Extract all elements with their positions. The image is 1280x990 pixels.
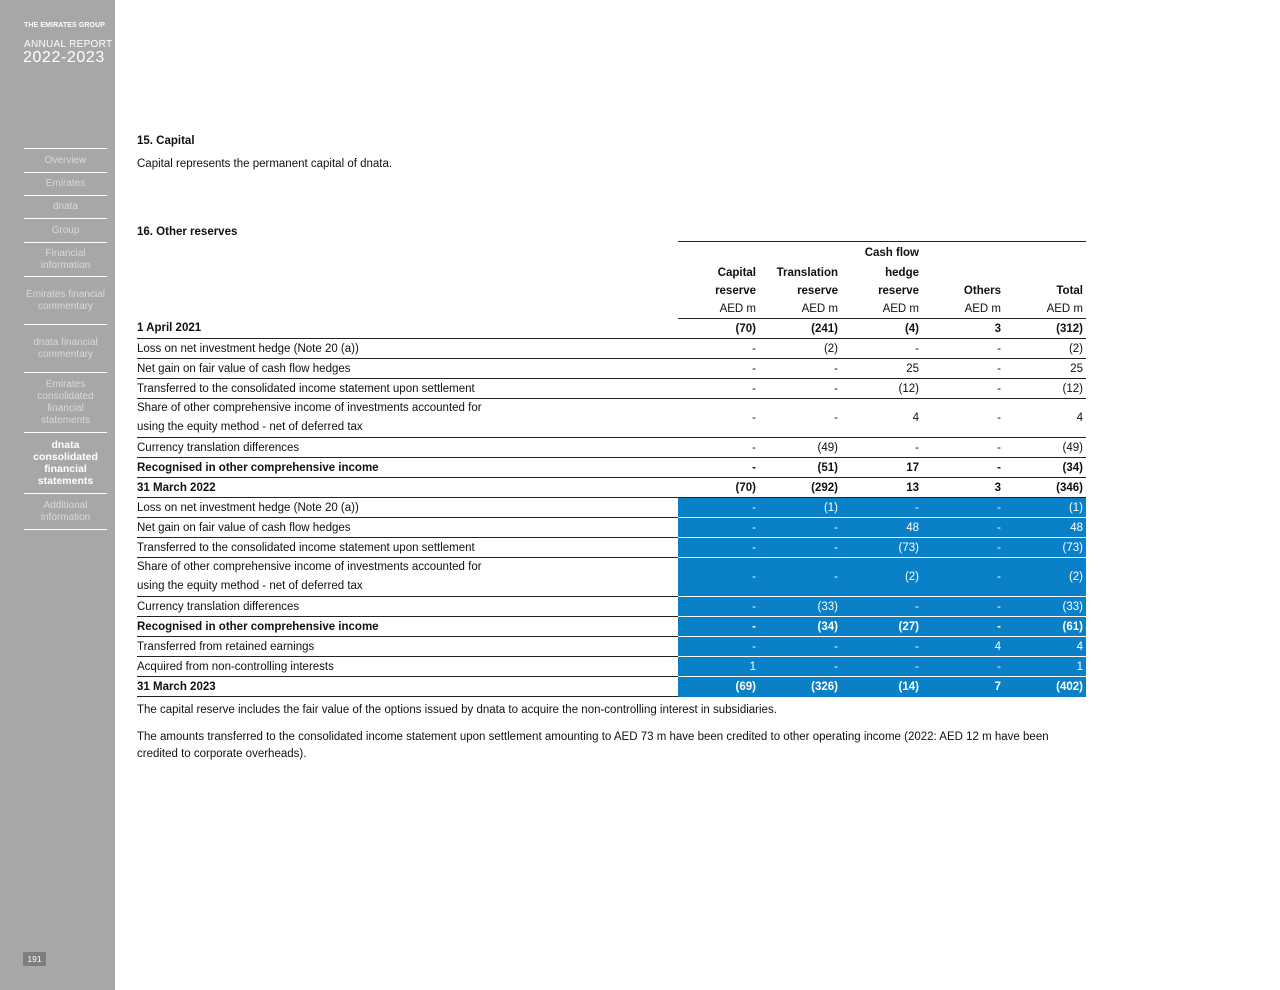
column-header [1004, 264, 1086, 282]
cell-value: (34) [1004, 458, 1086, 478]
nav-label: Group [51, 224, 80, 236]
cell-value: (33) [1004, 597, 1086, 617]
cell-value: (73) [841, 538, 922, 558]
cell-value: - [678, 597, 759, 617]
nav-label: dnata consolidated financial statements [33, 439, 98, 487]
cell-value: (12) [1004, 379, 1086, 399]
cell-value: (51) [759, 458, 841, 478]
cell-value: - [841, 657, 922, 677]
cell-value: (12) [841, 379, 922, 399]
table-row [137, 319, 1086, 339]
nav-label: Financial information [40, 247, 91, 271]
nav-label: Overview [44, 154, 87, 166]
cell-value: (4) [841, 319, 922, 339]
cell-value: - [678, 617, 759, 637]
nav-item-dnata-financial-commentary[interactable] [24, 324, 107, 372]
cell-value: (1) [759, 498, 841, 518]
cell-value: (49) [1004, 438, 1086, 458]
row-label: Recognised in other comprehensive income [137, 458, 678, 478]
cell-value: - [678, 379, 759, 399]
unit-label: AED m [922, 300, 1004, 319]
nav-label: dnata [52, 201, 79, 212]
row-label-line: using the equity method - net of deferred tax [137, 421, 363, 433]
table-row [137, 597, 1086, 617]
row-label: Currency translation differences [137, 597, 678, 617]
cell-value: - [922, 458, 1004, 478]
nav-label: Emirates financial commentary [26, 288, 105, 312]
cell-value: - [759, 538, 841, 558]
nav-item-dnata-consolidated-statements[interactable] [24, 432, 107, 493]
cell-value: - [678, 399, 759, 438]
nav-divider [24, 529, 107, 530]
row-label: Transferred to the consolidated income statement upon settlement [137, 538, 678, 558]
cell-value: 4 [922, 637, 1004, 657]
row-label [137, 558, 678, 597]
cell-value: - [922, 538, 1004, 558]
unit-label: AED m [759, 300, 841, 319]
column-header [678, 242, 759, 264]
header-row [137, 264, 1086, 282]
cell-value: - [841, 637, 922, 657]
row-label: Loss on net investment hedge (Note 20 (a)) [137, 339, 678, 359]
cell-value: - [922, 597, 1004, 617]
page-number: 191 [23, 952, 46, 966]
table-row [137, 438, 1086, 458]
header-blank [137, 242, 678, 264]
section-15-text: Capital represents the permanent capital of dnata. [137, 158, 393, 170]
column-header: Others [963, 284, 1001, 297]
cell-value: (326) [759, 677, 841, 697]
cell-value: (33) [759, 597, 841, 617]
cell-value: - [841, 498, 922, 518]
cell-value: - [922, 359, 1004, 379]
sidebar [0, 0, 115, 990]
row-label: 1 April 2021 [137, 319, 678, 339]
cell-value: - [678, 637, 759, 657]
nav-item-financial-information[interactable] [24, 242, 107, 276]
cell-value: - [922, 518, 1004, 538]
table-row [137, 617, 1086, 637]
cell-value: - [678, 538, 759, 558]
header-blank [137, 282, 678, 300]
cell-value: (292) [759, 478, 841, 498]
row-label: Transferred from retained earnings [137, 637, 678, 657]
cell-value: (34) [759, 617, 841, 637]
units-row [137, 300, 1086, 319]
cell-value: (312) [1004, 319, 1086, 339]
cell-value: 25 [841, 359, 922, 379]
cell-value: 13 [841, 478, 922, 498]
cell-value: (346) [1004, 478, 1086, 498]
cell-value: - [678, 359, 759, 379]
column-header [922, 264, 1004, 282]
cell-value: - [759, 558, 841, 597]
table-row [137, 677, 1086, 697]
cell-value: - [759, 518, 841, 538]
cell-value: - [678, 458, 759, 478]
cell-value: - [759, 657, 841, 677]
cell-value: - [922, 438, 1004, 458]
row-label: 31 March 2023 [137, 677, 678, 697]
cell-value: (70) [678, 478, 759, 498]
note-transfers: The amounts transferred to the consolidated income statement upon settlement amounting to AED 73 m have been credited to other operating income (2022: AED 12 m have been credited to corporate overheads). [137, 731, 1049, 760]
sidebar-nav [24, 148, 107, 530]
nav-label: dnata financial commentary [33, 336, 98, 360]
cell-value: - [759, 379, 841, 399]
cell-value: 1 [1004, 657, 1086, 677]
column-header: Translation [776, 266, 838, 279]
cell-value: (2) [759, 339, 841, 359]
cell-value: - [759, 637, 841, 657]
table-row [137, 399, 1086, 438]
section-16-title: 16. Other reserves [137, 226, 238, 238]
table-row [137, 637, 1086, 657]
cell-value: 3 [922, 319, 1004, 339]
report-label: ANNUAL REPORT [24, 39, 113, 50]
note-capital-reserve: The capital reserve includes the fair value of the options issued by dnata to acquire the non-controlling interest in subsidiaries. [137, 704, 777, 716]
nav-item-dnata[interactable] [24, 195, 107, 218]
other-reserves-table [137, 241, 1086, 697]
cell-value: (73) [1004, 538, 1086, 558]
nav-item-emirates[interactable] [24, 172, 107, 195]
table-row [137, 518, 1086, 538]
cell-value: 3 [922, 478, 1004, 498]
cell-value: (27) [841, 617, 922, 637]
row-label-line: using the equity method - net of deferred tax [137, 580, 363, 592]
nav-label: Emirates consolidated financial statements [37, 378, 94, 426]
row-label: Recognised in other comprehensive income [137, 617, 678, 637]
header-blank [137, 264, 678, 282]
nav-item-emirates-financial-commentary[interactable] [24, 276, 107, 324]
row-label-line: Share of other comprehensive income of investments accounted for [137, 561, 482, 573]
nav-item-emirates-consolidated-statements[interactable] [24, 372, 107, 432]
cell-value: - [678, 498, 759, 518]
cell-value: 25 [1004, 359, 1086, 379]
cell-value: - [678, 438, 759, 458]
cell-value: - [922, 617, 1004, 637]
cell-value: - [678, 518, 759, 538]
cell-value: - [922, 657, 1004, 677]
row-label [137, 399, 678, 438]
cell-value: (2) [1004, 339, 1086, 359]
cell-value: (2) [1004, 558, 1086, 597]
cell-value: 48 [841, 518, 922, 538]
table-row [137, 478, 1086, 498]
row-label-line: Share of other comprehensive income of investments accounted for [137, 402, 482, 414]
column-header [759, 242, 841, 264]
cell-value: 4 [1004, 399, 1086, 438]
table-row [137, 498, 1086, 518]
cell-value: - [922, 558, 1004, 597]
column-header: Capital [717, 266, 756, 279]
table-row [137, 558, 1086, 597]
column-header: hedge [885, 266, 919, 279]
header-blank [137, 300, 678, 319]
nav-label: Additional information [40, 499, 91, 523]
cell-value: 7 [922, 677, 1004, 697]
row-label: Net gain on fair value of cash flow hedges [137, 518, 678, 538]
row-label: Loss on net investment hedge (Note 20 (a)) [137, 498, 678, 518]
cell-value: - [841, 597, 922, 617]
column-header: Cash flow [841, 242, 922, 264]
cell-value: (69) [678, 677, 759, 697]
cell-value: 4 [841, 399, 922, 438]
cell-value: - [922, 379, 1004, 399]
cell-value: - [841, 438, 922, 458]
column-header: reserve [878, 284, 919, 297]
cell-value: - [678, 339, 759, 359]
row-label: Acquired from non-controlling interests [137, 657, 678, 677]
nav-item-group[interactable] [24, 218, 107, 242]
table-row [137, 657, 1086, 677]
unit-label: AED m [678, 300, 759, 319]
cell-value: (14) [841, 677, 922, 697]
cell-value: - [841, 339, 922, 359]
report-years: 2022-2023 [23, 49, 105, 66]
cell-value: (2) [841, 558, 922, 597]
unit-label: AED m [841, 300, 922, 319]
column-header: reserve [797, 284, 838, 297]
cell-value: - [922, 399, 1004, 438]
cell-value: (241) [759, 319, 841, 339]
cell-value: - [922, 498, 1004, 518]
nav-label: Emirates [45, 178, 86, 189]
header-row [137, 282, 1086, 300]
cell-value: - [922, 339, 1004, 359]
nav-item-overview[interactable] [24, 148, 107, 172]
table-row [137, 339, 1086, 359]
cell-value: 48 [1004, 518, 1086, 538]
table-row [137, 458, 1086, 478]
cell-value: (402) [1004, 677, 1086, 697]
column-header [922, 242, 1004, 264]
cell-value: - [759, 399, 841, 438]
row-label: Currency translation differences [137, 438, 678, 458]
cell-value: (1) [1004, 498, 1086, 518]
table-row [137, 359, 1086, 379]
column-header: reserve [715, 284, 756, 297]
nav-item-additional-information[interactable] [24, 493, 107, 529]
row-label: 31 March 2022 [137, 478, 678, 498]
cell-value: - [678, 558, 759, 597]
brand-name: THE EMIRATES GROUP [24, 22, 106, 29]
column-header: Total [1056, 284, 1083, 297]
table-row [137, 379, 1086, 399]
column-header [1004, 242, 1086, 264]
cell-value: (61) [1004, 617, 1086, 637]
section-15-title: 15. Capital [137, 135, 195, 147]
cell-value: 4 [1004, 637, 1086, 657]
cell-value: - [759, 359, 841, 379]
header-row [137, 242, 1086, 264]
row-label: Transferred to the consolidated income statement upon settlement [137, 379, 678, 399]
table-row [137, 538, 1086, 558]
cell-value: (49) [759, 438, 841, 458]
cell-value: 1 [678, 657, 759, 677]
unit-label: AED m [1004, 300, 1086, 319]
row-label: Net gain on fair value of cash flow hedges [137, 359, 678, 379]
cell-value: 17 [841, 458, 922, 478]
cell-value: (70) [678, 319, 759, 339]
